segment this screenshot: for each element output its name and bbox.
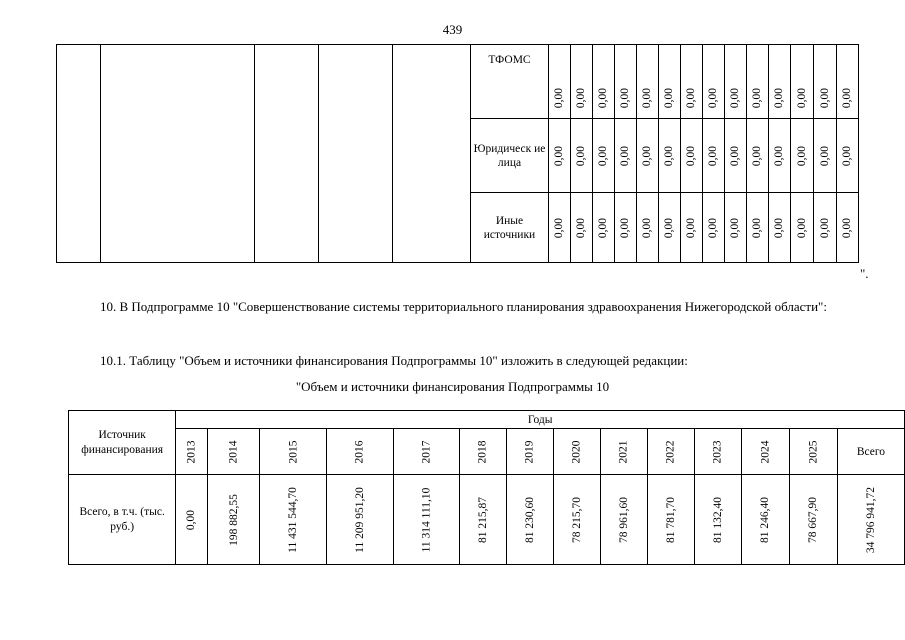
amount-text: 0,00 [185, 509, 198, 530]
source-cell: Иные источники [471, 193, 549, 263]
top-financing-table [56, 44, 859, 263]
value-cell [571, 193, 593, 263]
year-text: 2021 [617, 440, 630, 463]
value-text: 0,00 [575, 217, 588, 238]
paragraph-10-1: 10.1. Таблицу "Объем и источники финансирования Подпрограммы 10" изложить в следующей редакции: [100, 353, 688, 368]
value-text: 0,00 [819, 217, 831, 238]
amount-text: 198 882,55 [227, 493, 240, 546]
years-header: Годы [176, 411, 905, 429]
value-text: 0,00 [597, 87, 610, 109]
amount-cell [459, 475, 506, 565]
year-header-cell [553, 429, 600, 475]
closing-quote: ". [860, 266, 869, 281]
value-text: 0,00 [619, 87, 632, 109]
value-cell [549, 193, 571, 263]
amount-text: 11 314 111,10 [420, 487, 433, 552]
year-header-cell [506, 429, 553, 475]
amount-text: 78 667,90 [807, 496, 820, 543]
year-text: 2013 [185, 440, 198, 463]
year-header-cell [647, 429, 694, 475]
value-text: 0,00 [773, 217, 786, 238]
value-cell [615, 45, 637, 119]
amount-text: 81 230,60 [523, 496, 536, 543]
year-header-cell [207, 429, 260, 475]
total-amount-text: 34 796 941,72 [864, 486, 877, 553]
value-text: 0,00 [553, 145, 566, 166]
value-cell [791, 193, 814, 263]
value-text: 0,00 [619, 217, 632, 238]
value-cell [637, 193, 659, 263]
value-cell [571, 45, 593, 119]
value-cell [837, 193, 859, 263]
value-text: 0,00 [553, 217, 566, 238]
value-cell [703, 119, 725, 193]
amount-text: 81 246,40 [759, 496, 772, 543]
value-text: 0,00 [819, 145, 831, 166]
top-table-row [57, 45, 859, 119]
page-number: 439 [442, 22, 463, 37]
year-header-cell [600, 429, 647, 475]
value-cell [769, 45, 791, 119]
value-text: 0,00 [773, 87, 786, 109]
year-header-cell [260, 429, 327, 475]
year-text: 2020 [570, 440, 583, 463]
empty-merged-cell [255, 45, 319, 263]
amount-text: 11 431 544,70 [287, 486, 300, 553]
value-cell [681, 193, 703, 263]
value-cell [791, 45, 814, 119]
year-header-cell [459, 429, 506, 475]
value-text: 0,00 [841, 87, 854, 109]
amount-text: 81 781,70 [664, 496, 677, 543]
value-cell [769, 119, 791, 193]
year-header-cell [393, 429, 459, 475]
value-text: 0,00 [641, 145, 654, 166]
year-text: 2019 [523, 440, 536, 463]
year-text: 2017 [420, 440, 433, 463]
value-cell [791, 119, 814, 193]
value-text: 0,00 [841, 145, 854, 166]
empty-merged-cell [101, 45, 255, 263]
value-text: 0,00 [841, 217, 854, 238]
year-header-cell [327, 429, 394, 475]
amount-text: 81 215,87 [476, 496, 489, 543]
value-cell [637, 45, 659, 119]
value-text: 0,00 [751, 145, 764, 166]
value-cell [681, 45, 703, 119]
amount-cell [506, 475, 553, 565]
value-cell [814, 193, 837, 263]
year-header-cell [741, 429, 789, 475]
value-text: 0,00 [819, 87, 831, 109]
year-text: 2015 [287, 440, 300, 463]
value-text: 0,00 [597, 145, 610, 166]
value-cell [593, 193, 615, 263]
value-cell [814, 45, 837, 119]
value-text: 0,00 [729, 217, 742, 238]
value-text: 0,00 [641, 87, 654, 109]
year-text: 2014 [227, 440, 240, 463]
value-text: 0,00 [707, 217, 720, 238]
paragraph-10: 10. В Подпрограмме 10 "Совершенствование системы территориального планирования здравоохранения Нижегородской области": [100, 299, 827, 314]
amount-cell [553, 475, 600, 565]
amount-cell [600, 475, 647, 565]
value-text: 0,00 [796, 87, 808, 109]
value-cell [659, 119, 681, 193]
amount-cell [207, 475, 260, 565]
value-text: 0,00 [597, 217, 610, 238]
source-header: Источник финансирования [69, 411, 176, 475]
value-cell [747, 45, 769, 119]
value-cell [747, 193, 769, 263]
year-header-cell [789, 429, 837, 475]
amount-cell [176, 475, 207, 565]
value-text: 0,00 [575, 145, 588, 166]
value-text: 0,00 [773, 145, 786, 166]
value-text: 0,00 [707, 87, 720, 109]
value-cell [703, 193, 725, 263]
value-cell [571, 119, 593, 193]
year-text: 2025 [807, 440, 820, 463]
value-text: 0,00 [553, 87, 566, 109]
value-cell [593, 119, 615, 193]
total-amount-cell [837, 475, 904, 565]
year-text: 2022 [664, 440, 677, 463]
amount-cell [260, 475, 327, 565]
value-cell [659, 193, 681, 263]
value-cell [837, 45, 859, 119]
value-text: 0,00 [685, 87, 698, 109]
value-text: 0,00 [685, 217, 698, 238]
amount-cell [741, 475, 789, 565]
value-text: 0,00 [641, 217, 654, 238]
value-cell [814, 119, 837, 193]
table-caption: "Объем и источники финансирования Подпрограммы 10 [295, 379, 610, 394]
year-header-cell [176, 429, 207, 475]
value-cell [769, 193, 791, 263]
value-text: 0,00 [796, 145, 808, 166]
year-text: 2024 [759, 440, 772, 463]
value-text: 0,00 [685, 145, 698, 166]
value-cell [637, 119, 659, 193]
source-cell: ТФОМС [471, 45, 549, 119]
row-label: Всего, в т.ч. (тыс. руб.) [69, 475, 176, 565]
year-text: 2023 [711, 440, 724, 463]
value-text: 0,00 [663, 145, 676, 166]
bottom-financing-table [68, 410, 905, 565]
value-cell [659, 45, 681, 119]
empty-merged-cell [393, 45, 471, 263]
year-text: 2016 [353, 440, 366, 463]
total-header-cell: Всего [837, 429, 904, 475]
source-cell: Юридическ ие лица [471, 119, 549, 193]
value-cell [837, 119, 859, 193]
value-cell [615, 119, 637, 193]
value-cell [725, 45, 747, 119]
value-text: 0,00 [619, 145, 632, 166]
empty-merged-cell [319, 45, 393, 263]
value-cell [549, 119, 571, 193]
value-text: 0,00 [663, 87, 676, 109]
value-text: 0,00 [751, 87, 764, 109]
amount-cell [327, 475, 394, 565]
empty-merged-cell [57, 45, 101, 263]
amount-cell [393, 475, 459, 565]
value-cell [681, 119, 703, 193]
amount-cell [789, 475, 837, 565]
value-cell [593, 45, 615, 119]
value-text: 0,00 [796, 217, 808, 238]
amount-text: 78 215,70 [570, 496, 583, 543]
amount-cell [694, 475, 741, 565]
amount-cell [647, 475, 694, 565]
value-cell [725, 119, 747, 193]
year-text: 2018 [476, 440, 489, 463]
value-text: 0,00 [575, 87, 588, 109]
amount-text: 78 961,60 [617, 496, 630, 543]
amount-text: 81 132,40 [711, 496, 724, 543]
value-cell [615, 193, 637, 263]
value-cell [703, 45, 725, 119]
value-cell [747, 119, 769, 193]
value-text: 0,00 [751, 217, 764, 238]
value-text: 0,00 [729, 87, 742, 109]
year-header-cell [694, 429, 741, 475]
value-cell [725, 193, 747, 263]
value-text: 0,00 [729, 145, 742, 166]
value-cell [549, 45, 571, 119]
value-text: 0,00 [707, 145, 720, 166]
amount-text: 11 209 951,20 [353, 486, 366, 553]
value-text: 0,00 [663, 217, 676, 238]
